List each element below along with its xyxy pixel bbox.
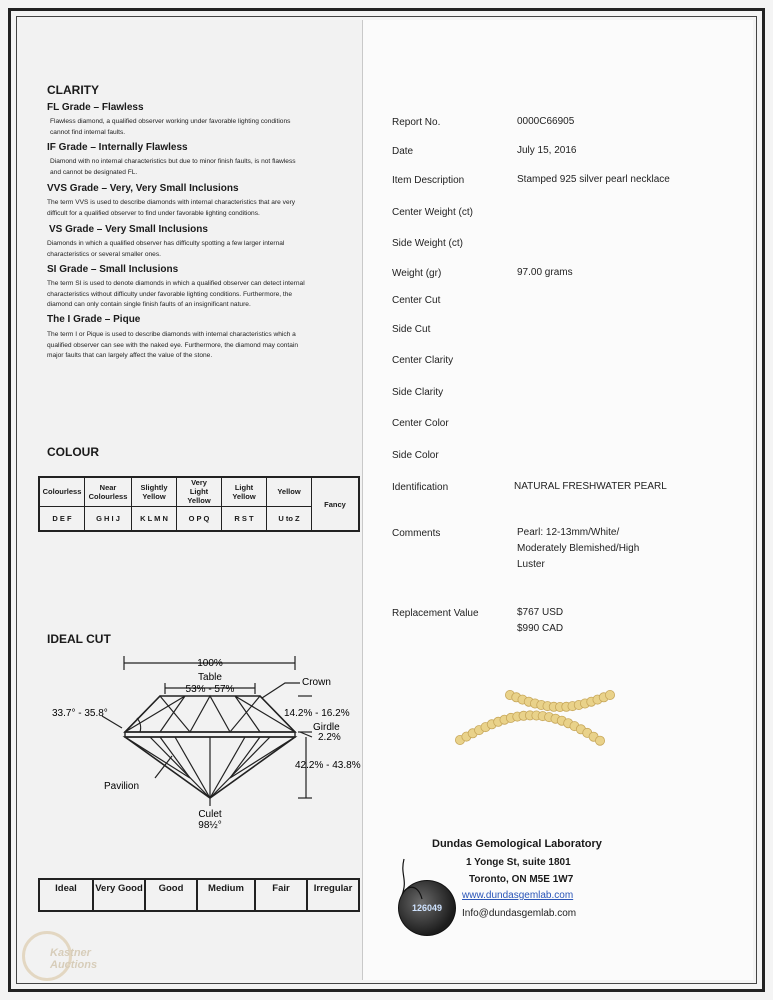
lab-name: Dundas Gemological Laboratory [432, 838, 602, 850]
value-date: July 15, 2016 [517, 145, 577, 156]
grade-if-desc: Diamond with no internal characteristics but due to minor finish faults, is not flawless and cannot be designated FL. [50, 158, 296, 176]
crown-angle-label: 33.7° - 35.8° [52, 708, 108, 719]
pearl-bead [605, 690, 614, 699]
culet-angle-label: 98½° [198, 820, 222, 831]
width-pct-label: 100% [197, 658, 223, 669]
cut-ideal: Ideal [39, 879, 93, 911]
colour-grades-opq: O P Q [177, 506, 222, 531]
ideal-cut-heading: IDEAL CUT [47, 632, 111, 646]
watermark-text: Kastner Auctions [50, 947, 98, 971]
label-side-color: Side Color [392, 450, 439, 461]
grade-vs-title: VS Grade – Very Small Inclusions [49, 224, 208, 235]
colour-col-near-colourless: Near Colourless [85, 477, 132, 506]
value-report-no: 0000C66905 [517, 116, 575, 127]
table-range-label: 53% - 57% [185, 684, 235, 695]
label-identification: Identification [392, 482, 449, 493]
colour-grades-ghij: G H I J [85, 506, 132, 531]
colour-col-light-yellow: Light Yellow [222, 477, 267, 506]
cut-grade-table [38, 878, 360, 912]
label-item-description: Item Description [392, 175, 465, 186]
grade-si-title: SI Grade – Small Inclusions [47, 264, 179, 275]
label-report-no: Report No. [392, 117, 441, 128]
table-label: Table [198, 672, 222, 683]
label-center-clarity: Center Clarity [392, 355, 454, 366]
label-replacement-value: Replacement Value [392, 608, 479, 619]
colour-col-slightly-yellow: Slightly Yellow [132, 477, 177, 506]
colour-grades-utoz: U to Z [267, 506, 312, 531]
value-replacement: $767 USD $990 CAD [517, 607, 564, 634]
colour-grades-def: D E F [39, 506, 85, 531]
value-item-description: Stamped 925 silver pearl necklace [517, 174, 670, 185]
crown-label: Crown [302, 677, 331, 688]
grade-si-desc: The term SI is used to denote diamonds in which a qualified observer can detect internal characteristics without difficulty under favorable lighting conditions. Furthermore, the diamond can only contain single finish faults of an insignificant nature. [47, 280, 305, 308]
cut-good: Good [145, 879, 197, 911]
label-date: Date [392, 146, 414, 157]
lab-address-line1: 1 Yonge St, suite 1801 [466, 857, 571, 868]
diamond-proportions-diagram [40, 648, 362, 833]
colour-scale-table [38, 476, 360, 532]
value-weight: 97.00 grams [517, 267, 573, 278]
label-center-cut: Center Cut [392, 295, 441, 306]
grade-vvs-desc: The term VVS is used to describe diamonds with internal characteristics that are very difficult for a qualified observer to find under favorable lighting conditions. [47, 199, 296, 217]
label-weight: Weight (gr) [392, 268, 442, 279]
pearl-bead [595, 736, 604, 745]
label-side-weight: Side Weight (ct) [392, 238, 463, 249]
signature-icon [392, 855, 432, 905]
pavilion-label: Pavilion [104, 781, 140, 792]
pavilion-depth-label: 42.2% - 43.8% [295, 760, 361, 771]
label-center-weight: Center Weight (ct) [392, 207, 473, 218]
cut-medium: Medium [197, 879, 255, 911]
grade-fl-title: FL Grade – Flawless [47, 102, 144, 113]
label-side-cut: Side Cut [392, 324, 431, 335]
pearl-necklace-image [450, 670, 620, 765]
grade-vvs-title: VVS Grade – Very, Very Small Inclusions [47, 183, 239, 194]
lab-email[interactable]: Info@dundasgemlab.com [462, 908, 577, 919]
grade-vs-desc: Diamonds in which a qualified observer has difficulty spotting a few larger internal characteristics or several smaller ones. [47, 240, 285, 258]
clarity-heading: CLARITY [47, 83, 99, 97]
grade-i-desc: The term I or Pique is used to describe diamonds with internal characteristics which a qualified observer can see with the naked eye. Furthermore, the diamond may contain major faults that can largely affect the value of the stone. [47, 331, 299, 359]
label-comments: Comments [392, 528, 441, 539]
colour-col-yellow: Yellow [267, 477, 312, 506]
value-comments: Pearl: 12-13mm/White/ Moderately Blemished/High Luster [517, 527, 640, 570]
colour-col-very-light-yellow: Very Light Yellow [177, 477, 222, 506]
grade-i-title: The I Grade – Pique [47, 314, 141, 325]
label-side-clarity: Side Clarity [392, 387, 444, 398]
lab-website-link[interactable]: www.dundasgemlab.com [462, 890, 574, 901]
cut-very-good: Very Good [93, 879, 145, 911]
grade-fl-desc: Flawless diamond, a qualified observer working under favorable lighting conditions cannot find internal faults. [50, 118, 291, 136]
seal-number: 126049 [411, 903, 443, 913]
colour-heading: COLOUR [47, 445, 99, 459]
label-center-color: Center Color [392, 418, 449, 429]
colour-grades-rst: R S T [222, 506, 267, 531]
culet-label: Culet [198, 809, 222, 820]
colour-col-fancy: Fancy [312, 477, 360, 531]
cut-fair: Fair [255, 879, 307, 911]
lab-address-line2: Toronto, ON M5E 1W7 [469, 874, 574, 885]
girdle-pct-label: 2.2% [318, 732, 341, 743]
crown-height-label: 14.2% - 16.2% [284, 708, 350, 719]
cut-irregular: Irregular [307, 879, 359, 911]
colour-col-colourless: Colourless [39, 477, 85, 506]
grade-if-title: IF Grade – Internally Flawless [47, 142, 188, 153]
watermark [20, 925, 110, 985]
value-identification: NATURAL FRESHWATER PEARL [514, 481, 667, 492]
girdle-label: Girdle [313, 722, 340, 733]
colour-grades-klmn: K L M N [132, 506, 177, 531]
